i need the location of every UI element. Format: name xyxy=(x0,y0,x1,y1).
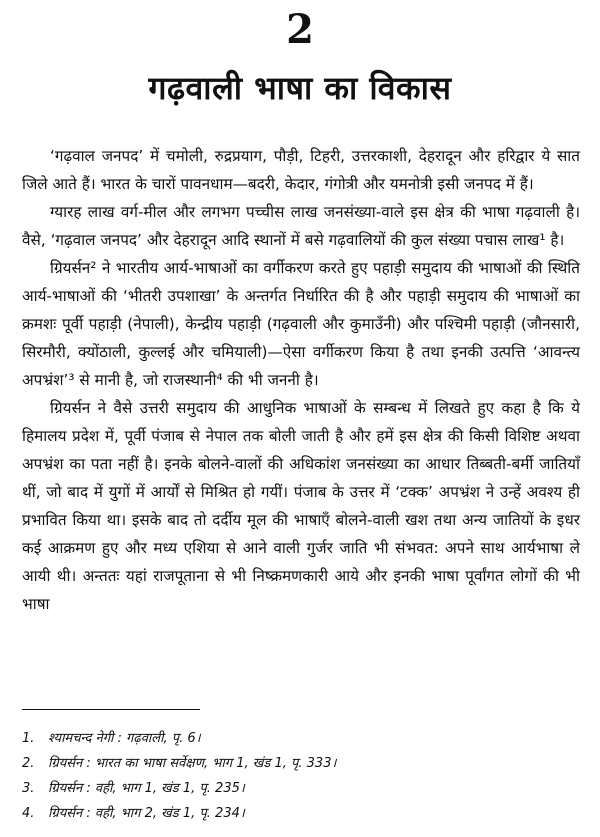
footnote xyxy=(22,751,582,776)
footnote-text: ग्रियर्सन : वही, भाग 1, खंड 1, पृ. 235। xyxy=(48,781,245,796)
paragraph-grierson-classification: ग्रियर्सन² ने भारतीय आर्य-भाषाओं का वर्गीकरण करते हुए पहाड़ी समुदाय की भाषाओं की स्थिति आर्य-भाषाओं की ‘भीतरी उपशाखा’ के अन्तर्गत निर्धारित की है और पहाड़ी समुदाय की भाषाओं का क्रमशः पूर्वी पहाड़ी (नेपाली), केन्द्रीय पहाड़ी (गढ़वाली और कुमाउँनी) और पश्चिमी पहाड़ी (जौनसारी, सिरमौरी, क्योंठाली, कुल्लई और चमियाली)—ऐसा वर्गीकरण किया है तथा इनकी उत्पत्ति ‘आवन्त्य अपभ्रंश’³ से मानी है, जो राजस्थानी⁴ की भी जननी है। xyxy=(22,259,580,389)
footnote-number: 4. xyxy=(22,806,35,821)
body-text xyxy=(22,142,580,618)
footnote-number: 1. xyxy=(22,731,35,746)
footnote xyxy=(22,801,582,826)
footnotes-list xyxy=(22,726,582,826)
footnote xyxy=(22,776,582,801)
footnote-text: ग्रियर्सन : भारत का भाषा सर्वेक्षण, भाग 1, खंड 1, पृ. 333। xyxy=(48,756,337,771)
footnote-text: ग्रियर्सन : वही, भाग 2, खंड 1, पृ. 234। xyxy=(48,806,245,821)
footnote xyxy=(22,726,582,751)
footnote-divider xyxy=(22,709,200,710)
chapter-number: 2 xyxy=(286,6,314,53)
footnote-number: 2. xyxy=(22,756,35,771)
footnote-number: 3. xyxy=(22,781,35,796)
chapter-title: गढ़वाली भाषा का विकास xyxy=(148,69,452,107)
footnote-text: श्यामचन्द नेगी : गढ़वाली, पृ. 6। xyxy=(48,731,201,746)
paragraph-language-area: ग्यारह लाख वर्ग-मील और लगभग पच्चीस लाख जनसंख्या-वाले इस क्षेत्र की भाषा गढ़वाली है। वैसे, ‘गढ़वाल जनपद’ और देहरादून आदि स्थानों में बसे गढ़वालियों की कुल संख्या पचास लाख¹ है। xyxy=(22,203,580,249)
paragraph-garhwal-district: ‘गढ़वाल जनपद’ में चमोली, रुद्रप्रयाग, पौड़ी, टिहरी, उत्तरकाशी, देहरादून और हरिद्वार ये सात जिले आते हैं। भारत के चारों पावनधाम—बदरी, केदार, गंगोत्री और यमनोत्री इसी जनपद में हैं। xyxy=(22,147,580,193)
paragraph-northern-languages: ग्रियर्सन ने वैसे उत्तरी समुदाय की आधुनिक भाषाओं के सम्बन्ध में लिखते हुए कहा है कि ये हिमालय प्रदेश में, पूर्वी पंजाब से नेपाल तक बोली जाती है और हमें इस क्षेत्र की किसी विशिष्ट अथवा अपभ्रंश का पता नहीं है। इनके बोलने-वालों की अधिकांश जनसंख्या का आधार तिब्बती-बर्मी जातियाँ थीं, जो बाद में युगों में आर्यों से मिश्रित हो गयीं। पंजाब के उत्तर में ‘टक्क’ अपभ्रंश ने उन्हें अवश्य ही प्रभावित किया था। इसके बाद तो दर्दीय मूल की भाषाएँ बोलने-वाली खश तथा अन्य जातियों के इधर कई आक्रमण हुए और मध्य एशिया से आने वाली गुर्जर जाति भी संभवत: अपने साथ आर्यभाषा ले आयी थी। अन्ततः यहां राजपूताना से भी निष्क्रमणकारी आये और इनकी भाषा पूर्वांगत लोगों की भी भाषा xyxy=(22,399,580,613)
